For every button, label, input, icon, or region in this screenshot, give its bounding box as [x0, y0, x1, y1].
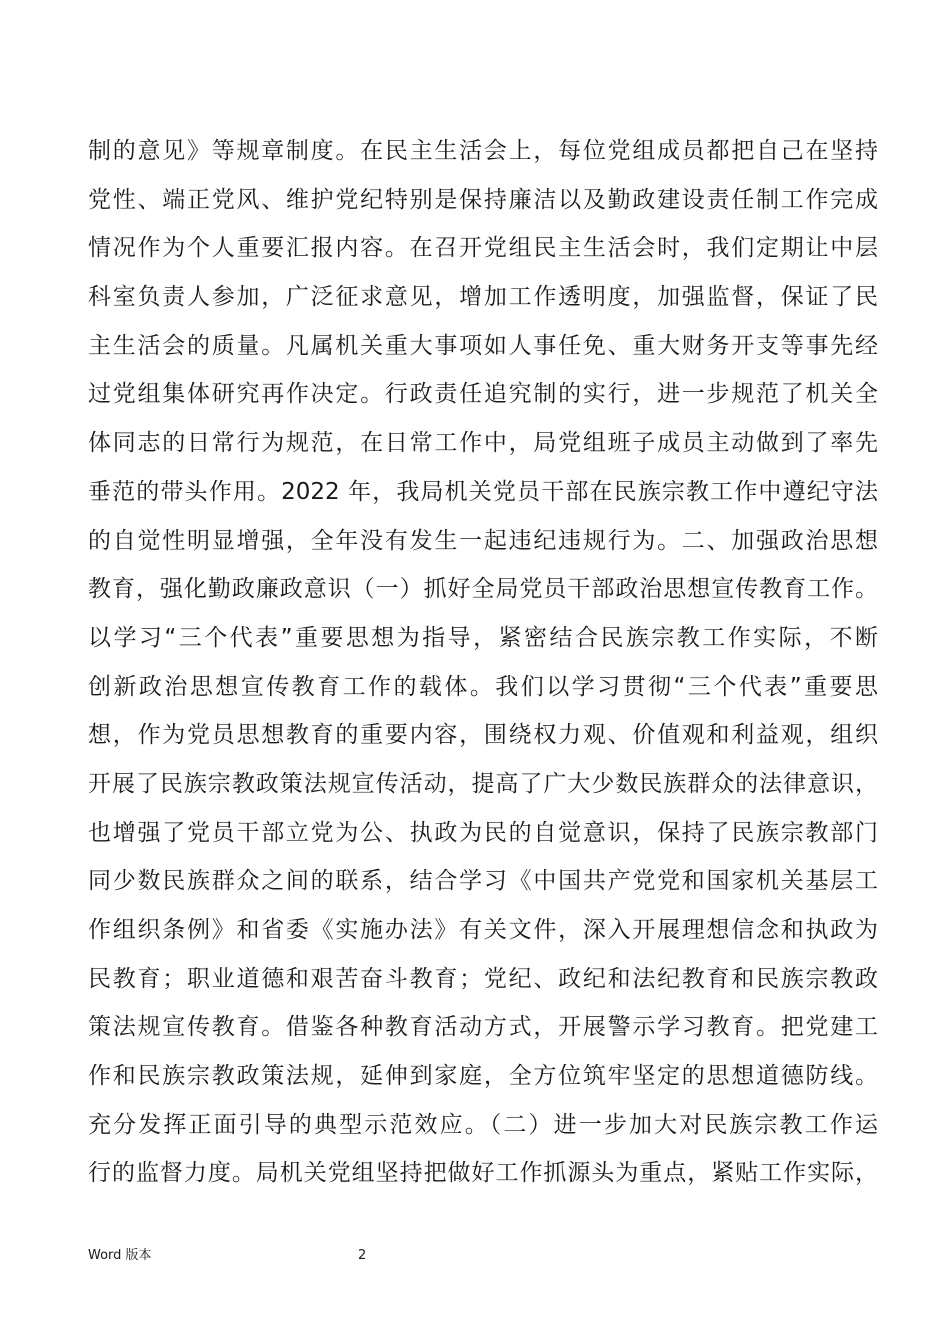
text-line: 体同志的日常行为规范，在日常工作中，局党组班子成员主动做到了率先 — [88, 430, 878, 457]
text-line: 主生活会的质量。凡属机关重大事项如人事任免、重大财务开支等事先经 — [88, 332, 878, 359]
text-line: 同少数民族群众之间的联系，结合学习《中国共产党党和国家机关基层工 — [88, 868, 878, 895]
text-line: 民教育；职业道德和艰苦奋斗教育；党纪、政纪和法纪教育和民族宗教政 — [88, 965, 878, 992]
footer-label: Word 版本 — [88, 1248, 152, 1263]
document-body — [88, 127, 878, 1198]
page-number: 2 — [358, 1248, 367, 1263]
text-line: 科室负责人参加，广泛征求意见，增加工作透明度，加强监督，保证了民 — [88, 284, 878, 311]
text-line: 策法规宣传教育。借鉴各种教育活动方式，开展警示学习教育。把党建工 — [88, 1014, 878, 1041]
text-line: 也增强了党员干部立党为公、执政为民的自觉意识，保持了民族宗教部门 — [88, 819, 878, 846]
text-line: 以学习“三个代表”重要思想为指导，紧密结合民族宗教工作实际，不断 — [88, 624, 878, 651]
text-line: 创新政治思想宣传教育工作的载体。我们以学习贯彻“三个代表”重要思 — [88, 673, 878, 700]
text-line: 的自觉性明显增强，全年没有发生一起违纪违规行为。二、加强政治思想 — [88, 527, 878, 554]
text-line: 行的监督力度。局机关党组坚持把做好工作抓源头为重点，紧贴工作实际， — [88, 1160, 878, 1187]
text-line: 情况作为个人重要汇报内容。在召开党组民主生活会时，我们定期让中层 — [88, 235, 878, 262]
text-line: 教育，强化勤政廉政意识（一）抓好全局党员干部政治思想宣传教育工作。 — [88, 576, 878, 603]
text-line: 制的意见》等规章制度。在民主生活会上，每位党组成员都把自己在坚持 — [88, 138, 878, 164]
text-line: 充分发挥正面引导的典型示范效应。（二）进一步加大对民族宗教工作运 — [88, 1111, 878, 1138]
text-line: 过党组集体研究再作决定。行政责任追究制的实行，进一步规范了机关全 — [88, 381, 878, 408]
text-line: 开展了民族宗教政策法规宣传活动，提高了广大少数民族群众的法律意识， — [88, 770, 878, 797]
text-line: 垂范的带头作用。2022 年，我局机关党员干部在民族宗教工作中遵纪守法 — [88, 478, 878, 505]
text-line: 作和民族宗教政策法规，延伸到家庭，全方位筑牢坚定的思想道德防线。 — [88, 1063, 878, 1090]
text-line: 想，作为党员思想教育的重要内容，围绕权力观、价值观和利益观，组织 — [88, 722, 878, 749]
text-line: 作组织条例》和省委《实施办法》有关文件，深入开展理想信念和执政为 — [88, 917, 878, 943]
text-line: 党性、端正党风、维护党纪特别是保持廉洁以及勤政建设责任制工作完成 — [88, 186, 878, 213]
